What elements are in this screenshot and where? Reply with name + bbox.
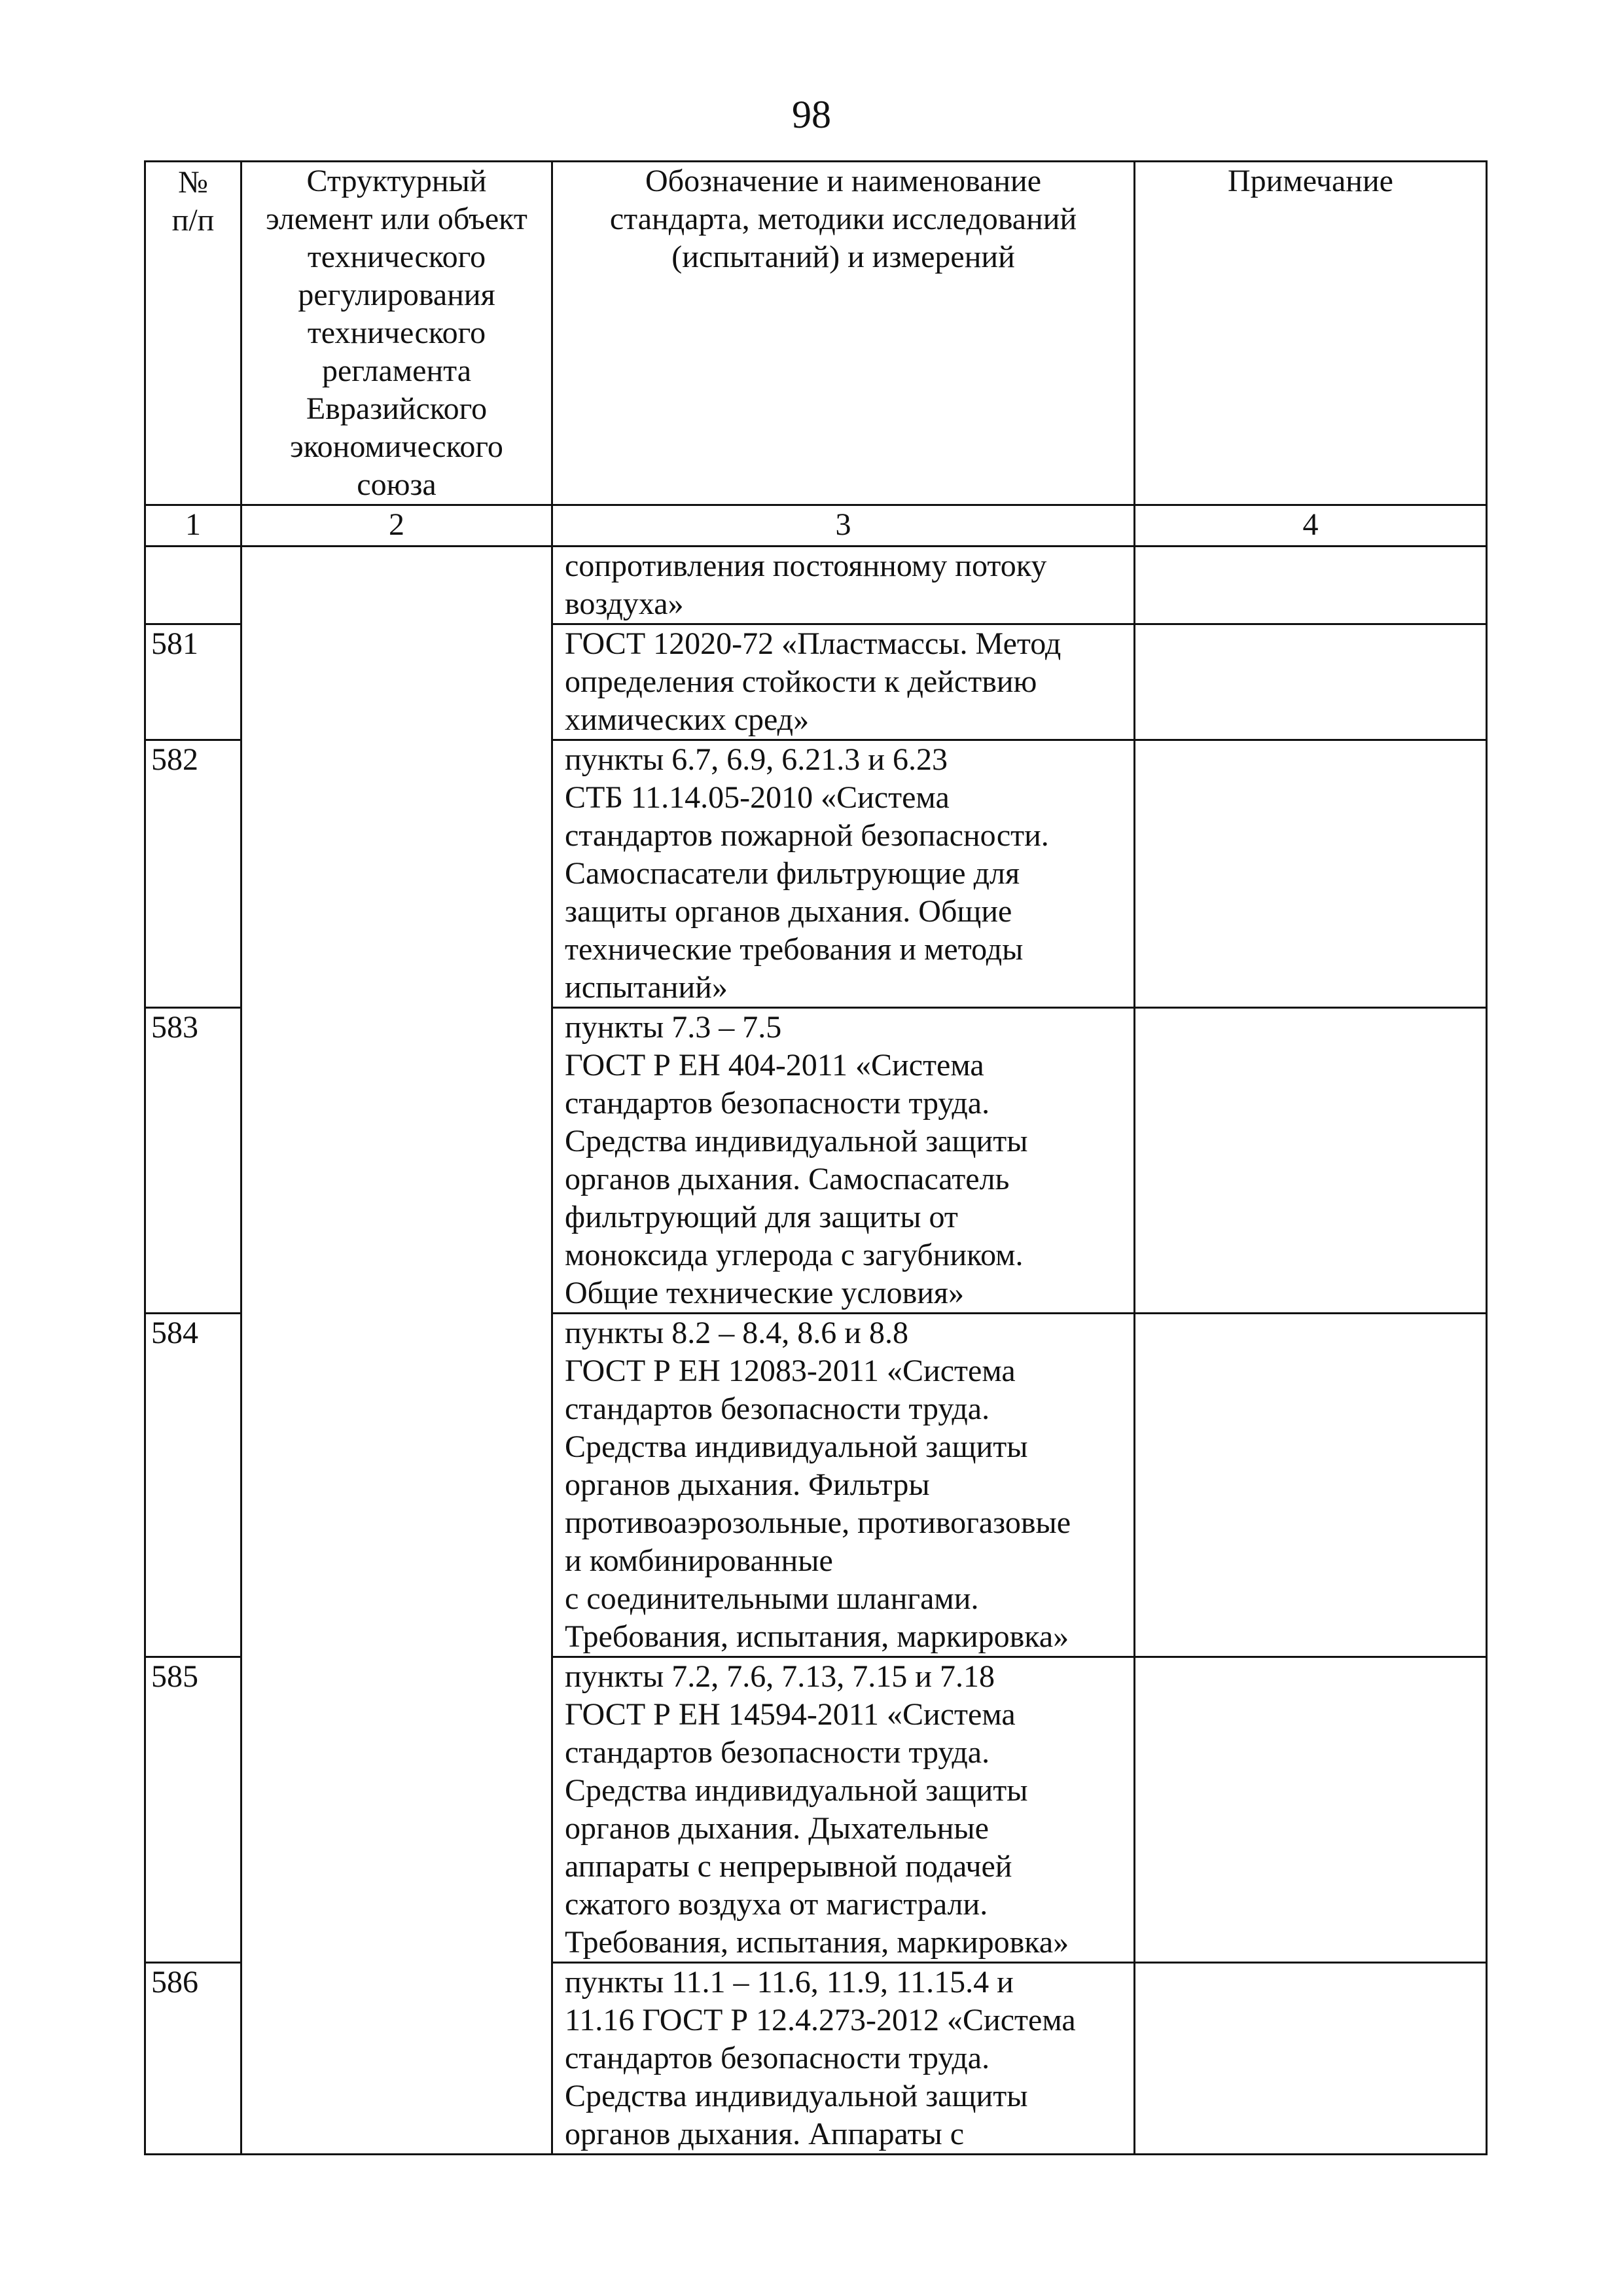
column-number: 2 — [241, 505, 552, 547]
note-cell — [1135, 740, 1487, 1008]
row-number: 581 — [145, 624, 241, 740]
standard-text: пункты 11.1 – 11.6, 11.9, 11.15.4 и 11.16 ГОСТ Р 12.4.273-2012 «Система стандартов безопасности труда. Средства индивидуальной защиты органов дыхания. Аппараты с — [552, 1963, 1135, 2155]
column-number: 1 — [145, 505, 241, 547]
column-number: 3 — [552, 505, 1135, 547]
standard-text: ГОСТ 12020-72 «Пластмассы. Метод определения стойкости к действию химических сред» — [552, 624, 1135, 740]
standard-text: сопротивления постоянному потоку воздуха» — [552, 547, 1135, 624]
column-numbers-row — [145, 505, 1487, 547]
row-number: 585 — [145, 1657, 241, 1963]
row-number: 583 — [145, 1008, 241, 1314]
header-number: № п/п — [145, 162, 241, 505]
note-cell — [1135, 547, 1487, 624]
standard-text: пункты 7.2, 7.6, 7.13, 7.15 и 7.18 ГОСТ Р ЕН 14594-2011 «Система стандартов безопасности труда. Средства индивидуальной защиты органов дыхания. Дыхательные аппараты с непрерывной подачей сжатого воздуха от магистрали. Требования, испытания, маркировка» — [552, 1657, 1135, 1963]
standards-table — [144, 160, 1488, 2155]
note-cell — [1135, 1008, 1487, 1314]
standard-text: пункты 7.3 – 7.5 ГОСТ Р ЕН 404-2011 «Система стандартов безопасности труда. Средства индивидуальной защиты органов дыхания. Самоспасатель фильтрующий для защиты от моноксида углерода с загубником. Общие технические условия» — [552, 1008, 1135, 1314]
standard-text: пункты 8.2 – 8.4, 8.6 и 8.8 ГОСТ Р ЕН 12083-2011 «Система стандартов безопасности труда. Средства индивидуальной защиты органов дыхания. Фильтры противоаэрозольные, противогазовые и комбинированные с соединительными шлангами. Требования, испытания, маркировка» — [552, 1314, 1135, 1657]
row-number: 586 — [145, 1963, 241, 2155]
standard-text: пункты 6.7, 6.9, 6.21.3 и 6.23 СТБ 11.14.05-2010 «Система стандартов пожарной безопасности. Самоспасатели фильтрующие для защиты органов дыхания. Общие технические требования и методы испытаний» — [552, 740, 1135, 1008]
column-number: 4 — [1135, 505, 1487, 547]
header-standard-designation: Обозначение и наименование стандарта, методики исследований (испытаний) и измерений — [552, 162, 1135, 505]
note-cell — [1135, 1314, 1487, 1657]
row-number: 584 — [145, 1314, 241, 1657]
table-header-row — [145, 162, 1487, 505]
note-cell — [1135, 624, 1487, 740]
table-row — [145, 547, 1487, 624]
structural-element-cell — [241, 547, 552, 2155]
page-number: 98 — [792, 93, 831, 136]
row-number — [145, 547, 241, 624]
header-note: Примечание — [1135, 162, 1487, 505]
note-cell — [1135, 1657, 1487, 1963]
note-cell — [1135, 1963, 1487, 2155]
row-number: 582 — [145, 740, 241, 1008]
header-structural-element: Структурный элемент или объект технического регулирования технического регламента Евразийского экономического союза — [241, 162, 552, 505]
